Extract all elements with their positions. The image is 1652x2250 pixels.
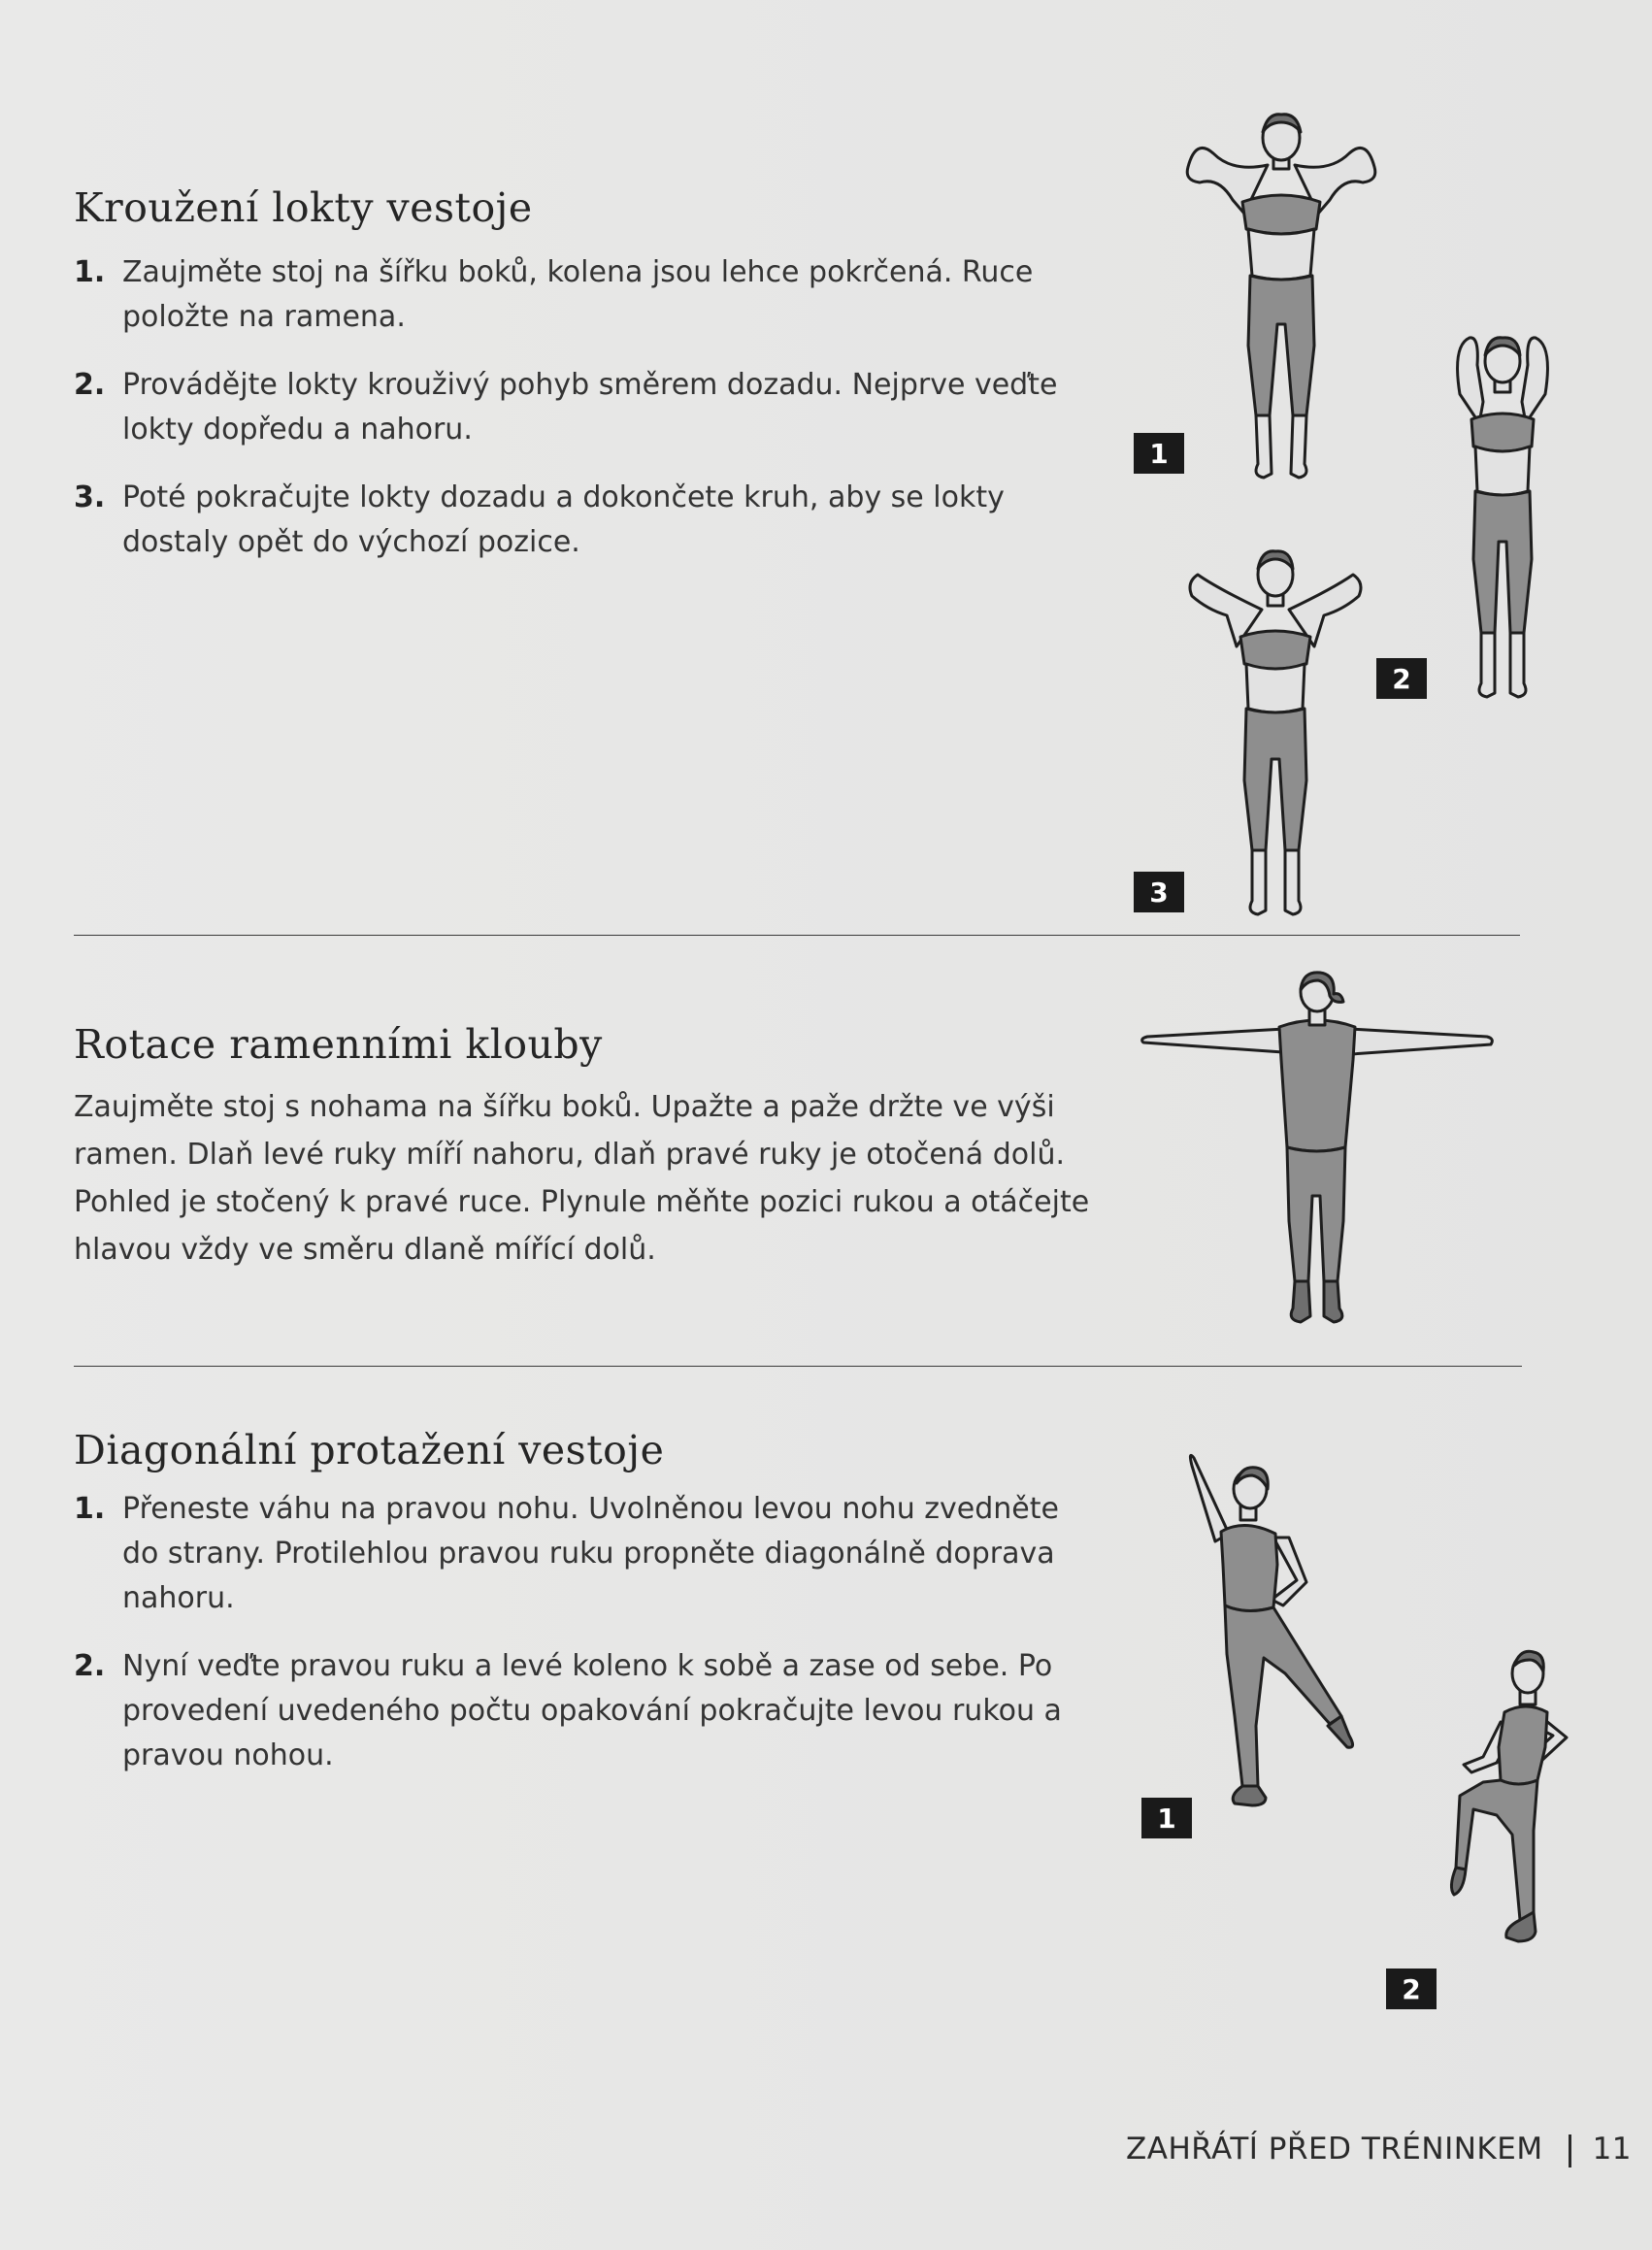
section-divider — [74, 1366, 1522, 1367]
steps-elbow-circles — [74, 250, 1083, 588]
figure-elbow-circles-step1 — [1174, 105, 1388, 485]
step-badge: 2 — [1376, 658, 1427, 699]
step-item — [74, 476, 1083, 565]
step-text: Zaujměte stoj na šířku boků, kolena jsou lehce pokrčená. Ruce položte na ramena. — [122, 255, 1034, 334]
section-title-shoulder-rotation: Rotace ramenními klouby — [74, 1021, 603, 1068]
step-number: 2. — [74, 1649, 106, 1683]
step-badge: 1 — [1134, 433, 1184, 474]
step-item — [74, 250, 1083, 340]
running-footer — [1126, 2132, 1632, 2167]
steps-diagonal-stretch — [74, 1487, 1083, 1802]
section-title-diagonal-stretch: Diagonální protažení vestoje — [74, 1427, 665, 1473]
footer-separator — [1569, 2134, 1571, 2167]
figure-elbow-circles-step3 — [1178, 540, 1372, 920]
step-number: 1. — [74, 1492, 106, 1526]
step-text: Poté pokračujte lokty dozadu a dokončete kruh, aby se lokty dostaly opět do výchozí pozice. — [122, 480, 1005, 559]
step-text: Provádějte lokty krouživý pohyb směrem dozadu. Nejprve veďte lokty dopředu a nahoru. — [122, 368, 1058, 447]
step-badge: 1 — [1141, 1798, 1192, 1838]
page-number: 11 — [1592, 2132, 1633, 2167]
chapter-title: ZAHŘÁTÍ PŘED TRÉNINKEM — [1126, 2132, 1543, 2167]
step-item — [74, 363, 1083, 452]
step-text: Přeneste váhu na pravou nohu. Uvolněnou levou nohu zvedněte do strany. Protilehlou pravou ruku propněte diagonálně doprava nahoru. — [122, 1492, 1059, 1615]
figure-elbow-circles-step2 — [1435, 326, 1570, 707]
section-title-elbow-circles: Kroužení lokty vestoje — [74, 184, 533, 231]
section-divider — [74, 935, 1520, 936]
figure-diagonal-stretch-step2 — [1440, 1640, 1615, 2009]
step-number: 1. — [74, 255, 106, 289]
figure-shoulder-rotation — [1138, 967, 1497, 1336]
step-item — [74, 1487, 1083, 1621]
step-number: 3. — [74, 480, 106, 514]
section-text-shoulder-rotation: Zaujměte stoj s nohama na šířku boků. Upažte a paže držte ve výši ramen. Dlaň levé ruky míří nahoru, dlaň pravé ruky je otočená dolů. Pohled je stočený k pravé ruce. Plynule měňte pozici rukou a otáčejte hlavou vždy ve směru dlaně mířící dolů. — [74, 1090, 1090, 1267]
step-number: 2. — [74, 368, 106, 402]
step-badge: 2 — [1386, 1969, 1437, 2009]
step-badge: 3 — [1134, 872, 1184, 912]
figure-diagonal-stretch-step1 — [1176, 1444, 1409, 1842]
step-item — [74, 1644, 1083, 1778]
step-text: Nyní veďte pravou ruku a levé koleno k sobě a zase od sebe. Po provedení uvedeného počtu opakování pokračujte levou rukou a pravou nohou. — [122, 1649, 1062, 1772]
